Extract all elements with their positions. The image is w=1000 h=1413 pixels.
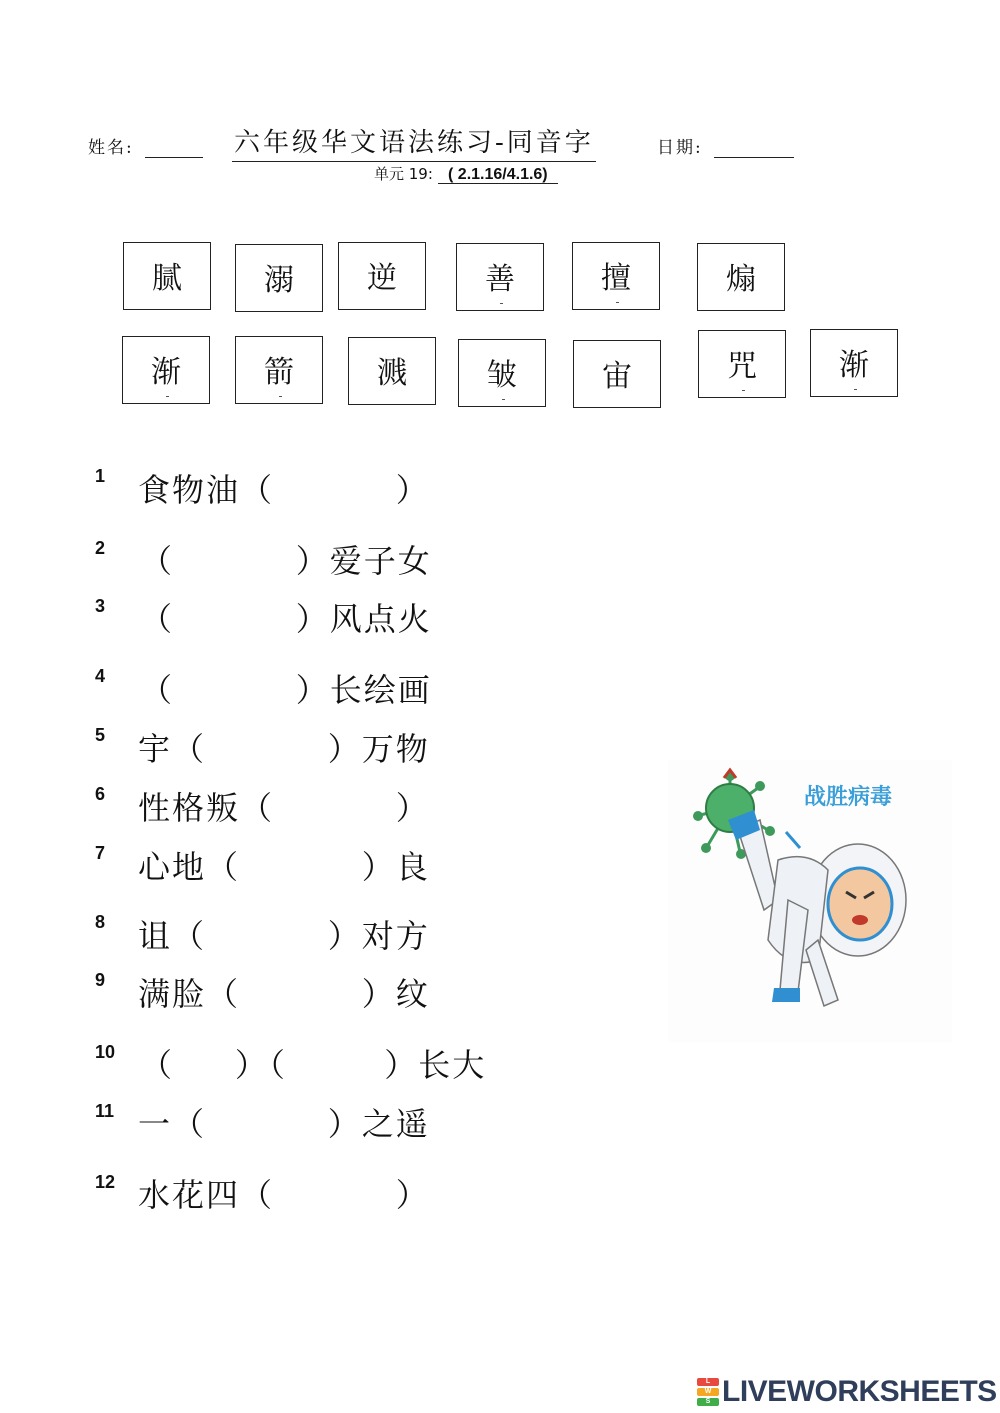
question-text[interactable]: 心地（ ）良 [138, 848, 430, 886]
question-number: 2 [95, 538, 106, 558]
question-text[interactable]: 食物油（ ） [138, 471, 430, 509]
badge-letter: W [697, 1388, 719, 1396]
question-number: 10 [95, 1042, 116, 1062]
question-number: 11 [95, 1101, 115, 1121]
question-text[interactable]: 诅（ ）对方 [138, 917, 430, 955]
question-number: 4 [95, 666, 106, 686]
word-char: 溺 [264, 263, 294, 298]
word-box[interactable] [338, 242, 426, 310]
logo-badge-icon [697, 1377, 719, 1407]
date-field [657, 133, 794, 158]
word-box[interactable] [697, 243, 785, 311]
word-box[interactable] [572, 242, 660, 310]
word-char: 渐 [151, 355, 181, 390]
word-box[interactable] [123, 242, 211, 310]
word-char: 宙 [602, 359, 632, 394]
date-blank[interactable] [714, 139, 794, 158]
question-text[interactable]: 一（ ）之遥 [138, 1105, 430, 1143]
question-number: 3 [95, 596, 106, 616]
question-text[interactable]: 宇（ ）万物 [138, 730, 430, 768]
liveworksheets-logo[interactable] [697, 1375, 997, 1409]
badge-letter: L [697, 1378, 719, 1386]
question-number: 7 [95, 843, 106, 863]
question-text[interactable]: （ ）爱子女 [140, 542, 432, 580]
page-title: 六年级华文语法练习-同音字 [232, 122, 596, 162]
word-box[interactable] [573, 340, 661, 408]
word-char: 善 [485, 262, 515, 297]
question-text[interactable]: 水花四（ ） [138, 1176, 430, 1214]
unit-label: 单元 19: [374, 165, 433, 183]
name-blank[interactable] [145, 139, 203, 158]
question-text[interactable]: 满脸（ ）纹 [138, 975, 430, 1013]
word-char: 箭 [264, 355, 294, 390]
word-box[interactable] [458, 339, 546, 407]
doctor-kicking-virus-icon [668, 760, 952, 1042]
word-box[interactable] [810, 329, 898, 397]
word-char: 擅 [601, 261, 631, 296]
word-box[interactable] [698, 330, 786, 398]
word-box[interactable] [456, 243, 544, 311]
word-box[interactable] [122, 336, 210, 404]
name-label: 姓名: [88, 138, 134, 158]
question-text[interactable]: （ ）风点火 [140, 600, 432, 638]
word-box[interactable] [235, 244, 323, 312]
question-text[interactable]: （ ）长绘画 [140, 671, 432, 709]
question-text[interactable]: （ ）（ ）长大 [140, 1046, 487, 1084]
question-number: 1 [95, 466, 106, 486]
word-char: 腻 [152, 261, 182, 296]
illustration-caption: 战胜病毒 [804, 785, 893, 810]
question-number: 12 [95, 1172, 116, 1192]
badge-letter: S [697, 1398, 719, 1406]
word-char: 咒 [727, 349, 757, 384]
word-char: 煽 [726, 262, 756, 297]
question-number: 6 [95, 784, 106, 804]
word-box[interactable] [235, 336, 323, 404]
word-char: 逆 [367, 261, 397, 296]
word-char: 皱 [487, 358, 517, 393]
logo-text: LIVEWORKSHEETS [722, 1375, 997, 1408]
date-label: 日期: [657, 138, 703, 158]
question-number: 5 [95, 725, 106, 745]
question-text[interactable]: 性格叛（ ） [138, 789, 430, 827]
word-char: 渐 [839, 348, 869, 383]
question-number: 8 [95, 912, 106, 932]
name-field [88, 133, 203, 158]
word-char: 溅 [377, 356, 407, 391]
word-box[interactable] [348, 337, 436, 405]
unit-code: ( 2.1.16/4.1.6) [438, 166, 558, 184]
unit-line [374, 163, 558, 184]
question-number: 9 [95, 970, 106, 990]
illustration [668, 760, 952, 1042]
